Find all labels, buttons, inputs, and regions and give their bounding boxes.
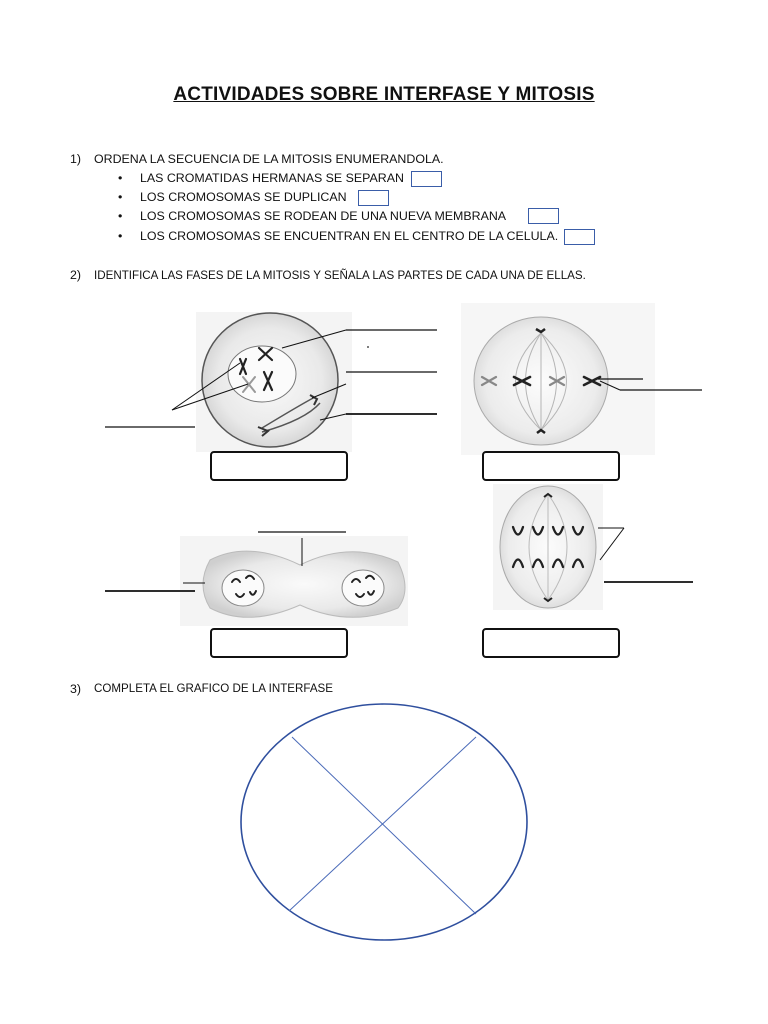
prophase-cell <box>105 312 437 452</box>
bullet-icon: • <box>118 171 123 185</box>
question-1-text: ORDENA LA SECUENCIA DE LA MITOSIS ENUMERANDOLA. <box>94 152 444 166</box>
question-3-number: 3) <box>70 682 82 696</box>
telophase-cell <box>105 532 408 626</box>
q1-item-2: LOS CROMOSOMAS SE DUPLICAN <box>140 190 347 204</box>
q1-answer-box-3[interactable] <box>528 208 559 224</box>
q1-item-3: LOS CROMOSOMAS SE RODEAN DE UNA NUEVA MEMBRANA <box>140 209 507 223</box>
page-title: ACTIVIDADES SOBRE INTERFASE Y MITOSIS <box>173 84 595 105</box>
q1-answer-box-1[interactable] <box>411 171 442 187</box>
q1-answer-box-2[interactable] <box>358 190 389 206</box>
prophase-label-box[interactable] <box>210 451 348 481</box>
interphase-divider-2 <box>289 737 476 911</box>
interphase-divider-1 <box>292 737 476 914</box>
q1-answer-box-4[interactable] <box>564 229 595 245</box>
metaphase-label-box[interactable] <box>482 451 620 481</box>
anaphase-label-box[interactable] <box>482 628 620 658</box>
question-3-text: COMPLETA EL GRAFICO DE LA INTERFASE <box>94 682 334 695</box>
question-2-number: 2) <box>70 268 82 282</box>
q1-item-4: LOS CROMOSOMAS SE ENCUENTRAN EN EL CENTRO DE LA CELULA. <box>140 229 559 243</box>
q1-item-1: LAS CROMATIDAS HERMANAS SE SEPARAN <box>140 171 404 185</box>
bullet-icon: • <box>118 229 123 243</box>
metaphase-cell <box>461 303 702 455</box>
interphase-circle <box>241 704 527 940</box>
bullet-icon: • <box>118 209 123 223</box>
bullet-icon: • <box>118 190 123 204</box>
question-1-number: 1) <box>70 152 82 166</box>
anaphase-cell <box>493 484 693 610</box>
question-2-text: IDENTIFICA LAS FASES DE LA MITOSIS Y SEÑALA LAS PARTES DE CADA UNA DE ELLAS. <box>94 269 586 282</box>
telophase-label-box[interactable] <box>210 628 348 658</box>
